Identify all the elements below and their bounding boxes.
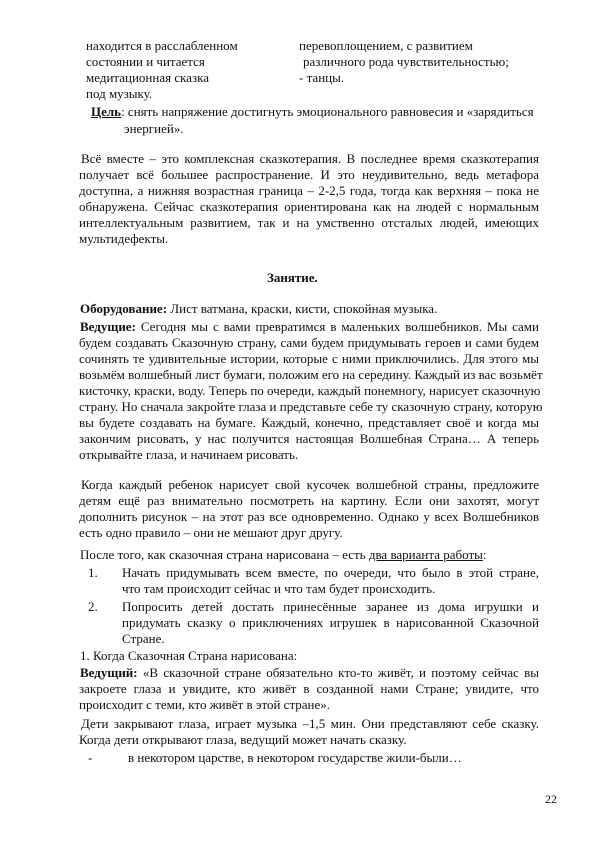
paragraph-line: вы будете создавать на бумаге. Каждый, конечно, представляет своё и когда мы xyxy=(79,415,539,430)
option-line: Стране. xyxy=(122,631,165,646)
paragraph-line: закроете глаза и увидите, кто живёт в созданной нами Стране; увидите, что xyxy=(79,681,539,696)
paragraph-line: Ведущий: «В сказочной стране обязательно кто-то живёт, и поэтому сейчас вы xyxy=(80,665,539,680)
paragraph-line: Дети закрывают глаза, играет музыка –1,5 мин. Они представляют себе сказку. xyxy=(81,716,539,731)
paragraph-line: страну. Но сначала закройте глаза и представьте себе ту сказочную страну, которую xyxy=(79,399,543,414)
paragraph-line: возьмём волшебный лист бумаги, положим его на середину. Каждый из вас возьмёт xyxy=(79,367,543,382)
left-column-line: под музыку. xyxy=(86,86,153,101)
option-line: что там происходит сейчас и что там будет происходить. xyxy=(122,581,436,596)
option-line: Начать придумывать всем вместе, по очереди, что было в этой стране, xyxy=(122,565,539,580)
paragraph-line: Всё вместе – это комплексная сказкотерапия. В последнее время сказкотерапия xyxy=(81,151,539,166)
paragraph-line: детям ещё раз внимательно посмотреть на картину. Если они захотят, могут xyxy=(79,493,539,508)
option-line: Попросить детей достать принесённые заранее из дома игрушки и xyxy=(122,599,539,614)
equipment-text: Лист ватмана, краски, кисти, спокойная музыка. xyxy=(167,301,438,316)
paragraph-line: Когда дети открывают глаза, ведущий может начать сказку. xyxy=(79,732,407,747)
goal-line-2: энергией». xyxy=(124,121,184,136)
paragraph-line: получает всё большее распространение. И это неудивительно, ведь метафора xyxy=(79,167,539,182)
options-intro: После того, как сказочная страна нарисована – есть два варианта работы: xyxy=(80,547,487,562)
goal-label: Цель xyxy=(91,104,122,119)
option-number: 2. xyxy=(88,599,98,614)
dash-marker: - xyxy=(88,750,93,765)
left-column-line: медитационная сказка xyxy=(86,70,210,85)
paragraph-line: закончим рисовать, у нас получится настоящая Волшебная Страна… А теперь xyxy=(79,431,539,446)
section-title: Занятие. xyxy=(267,270,318,285)
paragraph-line: будем создавать Сказочную страну, сами будем придумывать героев и сами будем xyxy=(79,335,539,350)
case-one-heading: 1. Когда Сказочная Страна нарисована: xyxy=(80,648,298,663)
paragraph-line: открывайте глаза, и начинаем рисовать. xyxy=(79,447,299,462)
paragraph-line: Ведущие: Сегодня мы с вами превратимся в маленьких волшебников. Мы сами xyxy=(80,319,539,334)
paragraph-line: происходит с теми, кто живёт в этой стране». xyxy=(79,697,331,712)
option-line: придумать сказку о приключениях игрушек в нарисованной Сказочной xyxy=(122,615,539,630)
paragraph-line: дополнить рисунок – на этот раз все одновременно. Однако у всех Волшебников xyxy=(79,509,539,524)
host-label: Ведущие: xyxy=(80,319,136,334)
page-number: 22 xyxy=(545,792,557,806)
paragraph-line: сочинять те удивительные истории, которые с ними приключились. Для этого мы xyxy=(79,351,539,366)
left-column-line: состоянии и читается xyxy=(86,54,205,69)
host-paragraph xyxy=(79,319,543,463)
right-column-line: различного рода чувствительностью; xyxy=(303,54,509,69)
goal-text: : снять напряжение достигнуть эмоционального равновесия и «зарядиться xyxy=(121,104,534,119)
paragraph-line: интеллектуальным развитием, так и на умственно отсталых людей, имеющих xyxy=(79,215,539,230)
left-column-line: находится в расслабленном xyxy=(86,38,238,53)
paragraph-line: Когда каждый ребенок нарисует свой кусочек волшебной страны, предложите xyxy=(81,477,539,492)
host2-paragraph xyxy=(79,665,539,713)
goal-line xyxy=(91,104,534,120)
option-item xyxy=(122,599,539,647)
host2-label: Ведущий: xyxy=(80,665,138,680)
children-paragraph xyxy=(79,716,539,748)
option-number: 1. xyxy=(88,565,98,580)
paragraph-line: мультидефекты. xyxy=(79,231,169,246)
options-intro-underlined: два варианта работы xyxy=(368,547,483,562)
paragraph-line: доступна, а нижняя возрастная граница – 2-2,5 года, тогда как верхняя – пока не xyxy=(79,183,539,198)
right-column-line: перевоплощением, с развитием xyxy=(299,38,473,53)
paragraph-line: обнаружена. Сейчас сказкотерапия ориентирована как на людей с нормальным xyxy=(79,199,539,214)
dash-item-text: в некотором царстве, в некотором государстве жили-были… xyxy=(128,750,462,765)
option-item xyxy=(122,565,539,597)
drawing-paragraph xyxy=(79,477,539,541)
equipment-label: Оборудование: xyxy=(80,301,168,316)
paragraph-line: кисточку, краски, воду. Теперь по очереди, каждый понемногу, нарисует сказочную xyxy=(79,383,541,398)
right-column-line: - танцы. xyxy=(299,70,345,85)
equipment-line xyxy=(80,301,437,317)
paragraph-line: есть одно правило – они не мешают друг другу. xyxy=(79,525,343,540)
intro-paragraph xyxy=(79,151,539,247)
